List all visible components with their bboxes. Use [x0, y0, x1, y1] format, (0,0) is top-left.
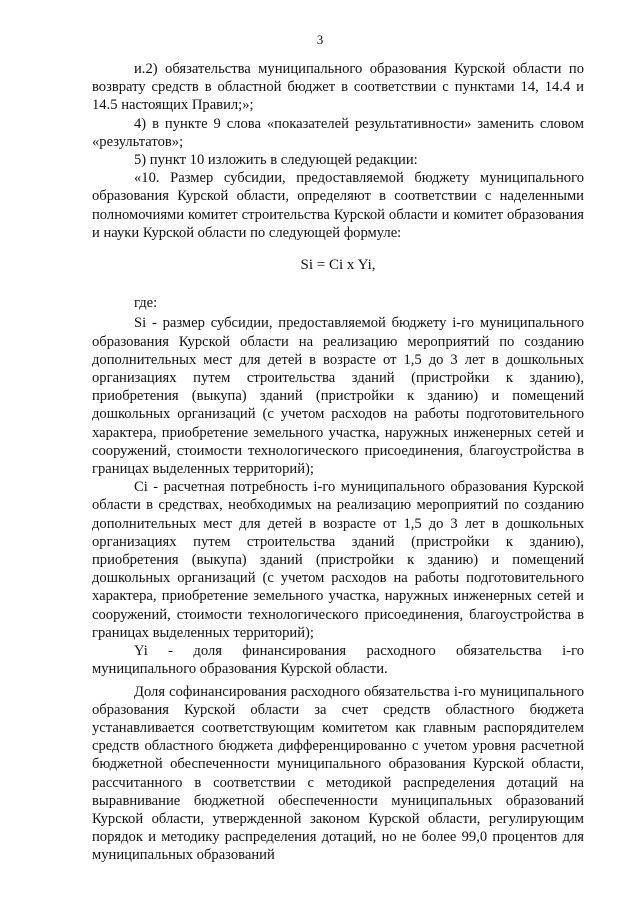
where-label: где: — [134, 295, 158, 312]
paragraph-subsidy-size: «10. Размер субсидии, предоставляемой бюджету муниципального образования Курской области, определяют в соответствии с наделенными полномочиями комитет строительства Курской области и комитет образования и науки Курской области по следующей формуле: — [92, 170, 584, 241]
definition-yi: Yi - доля финансирования расходного обязательства i-го муниципального образования Курской области. — [92, 643, 584, 678]
definition-si: Si - размер субсидии, предоставляемой бюджету i-го муниципального образования Курской области на реализацию мероприятий по созданию дополнительных мест для детей в возрасте от 1,5 до 3 лет в дошкольных организациях путем строительства зданий (пристройки к зданию), приобретения (выкупа) зданий (пристройки к зданию) и помещений дошкольных организаций (с учетом расходов на работы подготовительного характера, приобретение земельного участка, наружных инженерных сетей и сооружений, стоимости технологического присоединения, благоустройства в границах выделенных территорий); — [92, 315, 584, 478]
paragraph-obligations-return: и.2) обязательства муниципального образования Курской области по возврату средств в областной бюджет в соответствии с пунктами 14, 14.4 и 14.5 настоящих Правил;»; — [92, 61, 584, 114]
paragraph-point-10-intro: 5) пункт 10 изложить в следующей редакции: — [134, 152, 418, 169]
document-body — [92, 60, 584, 865]
definition-ci: Ci - расчетная потребность i-го муниципального образования Курской области в средствах, необходимых на реализацию мероприятий по созданию дополнительных мест для детей в возрасте от 1,5 до 3 лет в дошкольных организациях путем строительства зданий (пристройки к зданию), приобретения (выкупа) зданий (пристройки к зданию) и помещений дошкольных организаций (с учетом расходов на работы подготовительного характера, приобретение земельного участка, наружных инженерных сетей и сооружений, стоимости технологического присоединения, благоустройства в границах выделенных территорий); — [92, 479, 584, 641]
paragraph-cofinancing-share: Доля софинансирования расходного обязательства i-го муниципального образования Курской области за счет средств областного бюджета устанавливается соответствующим комитетом как главным распорядителем средств областного бюджета дифференцированно с учетом уровня расчетной бюджетной обеспеченности муниципального образования Курской области, рассчитанного в соответствии с методикой распределения дотаций на выравнивание бюджетной обеспеченности муниципальных образований Курской области, утвержденной законом Курской области, регулирующим порядок и методику распределения дотаций, но не более 99,0 процентов для муниципальных образований — [92, 683, 584, 864]
page-number: 3 — [316, 32, 324, 47]
paragraph-point-9: 4) в пункте 9 слова «показателей результативности» заменить словом «результатов»; — [92, 115, 584, 150]
subsidy-formula: Si = Ci x Yi, — [300, 257, 376, 274]
